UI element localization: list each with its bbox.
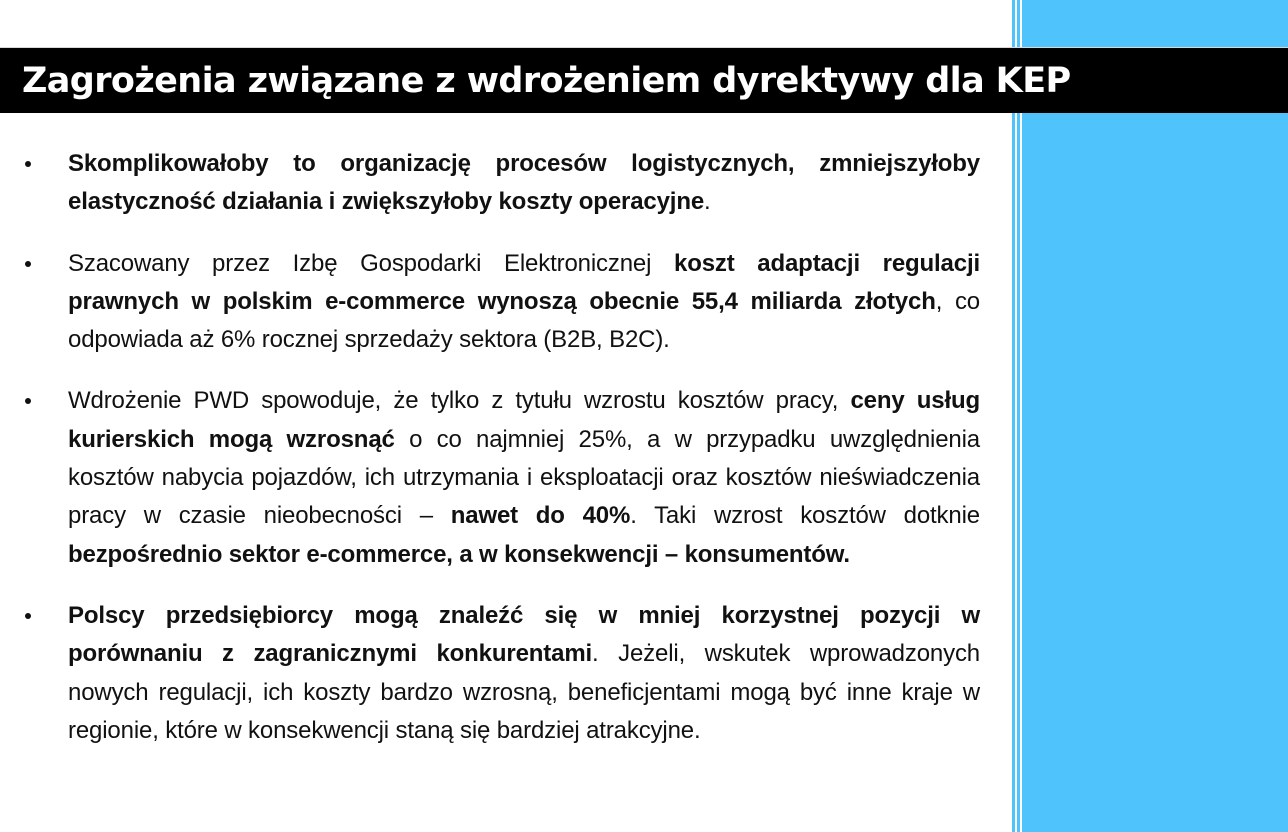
bold-segment: koszt adaptacji regulacji prawnych w polskim e-commerce wynoszą obecnie 55,4 miliarda złotych [68,249,980,315]
slide-title: Zagrożenia związane z wdrożeniem dyrektywy dla KEP [22,61,1071,101]
decorative-stripe [1012,0,1015,832]
bold-segment: Skomplikowałoby to organizację procesów logistycznych, zmniejszyłoby elastyczność działania i zwiększyłoby koszty operacyjne [68,150,980,216]
bullet-item [0,245,980,360]
text-segment: , co odpowiada aż 6% rocznej sprzedaży sektora (B2B, B2C). [68,287,980,354]
bullet-icon [25,613,31,619]
bullet-list [0,145,1000,773]
bold-segment: bezpośrednio sektor e-commerce, a w konsekwencji – konsumentów. [68,540,850,568]
bold-segment: nawet do 40% [450,502,631,530]
bold-segment: ceny usług kurierskich mogą wzrosnąć [68,387,981,453]
text-segment: . [704,188,711,216]
bold-segment: Polscy przedsiębiorcy mogą znaleźć się w mniej korzystnej pozycji w porównaniu z zagranicznymi konkurentami [68,601,980,668]
bullet-icon [25,398,31,404]
text-segment: Szacowany przez Izbę Gospodarki Elektronicznej [68,249,674,277]
bullet-text [68,145,980,222]
bullet-text [68,597,980,750]
text-segment: . Jeżeli, wskutek wprowadzonych nowych regulacji, ich koszty bardzo wzrosną, beneficjentami mogą być inne kraje w regionie, które w konsekwencji staną się bardziej atrakcyjne. [68,640,980,744]
bullet-text [68,382,980,573]
title-band [0,47,1288,113]
bullet-item [0,145,980,222]
bullet-icon [25,261,31,267]
bullet-item [0,382,980,573]
accent-side-panel [1022,0,1288,832]
text-segment: o co najmniej 25%, a w przypadku uwzględnienia kosztów nabycia pojazdów, ich utrzymania i eksploatacji oraz kosztów nieświadczenia pracy w czasie nieobecności – [68,425,980,530]
bullet-icon [25,161,31,167]
decorative-stripe [1017,0,1020,832]
bullet-item [0,597,980,750]
text-segment: Wdrożenie PWD spowoduje, że tylko z tytułu wzrostu kosztów pracy, [68,387,851,415]
text-segment: . Taki wzrost kosztów dotknie [630,502,980,530]
bullet-text [68,245,980,360]
